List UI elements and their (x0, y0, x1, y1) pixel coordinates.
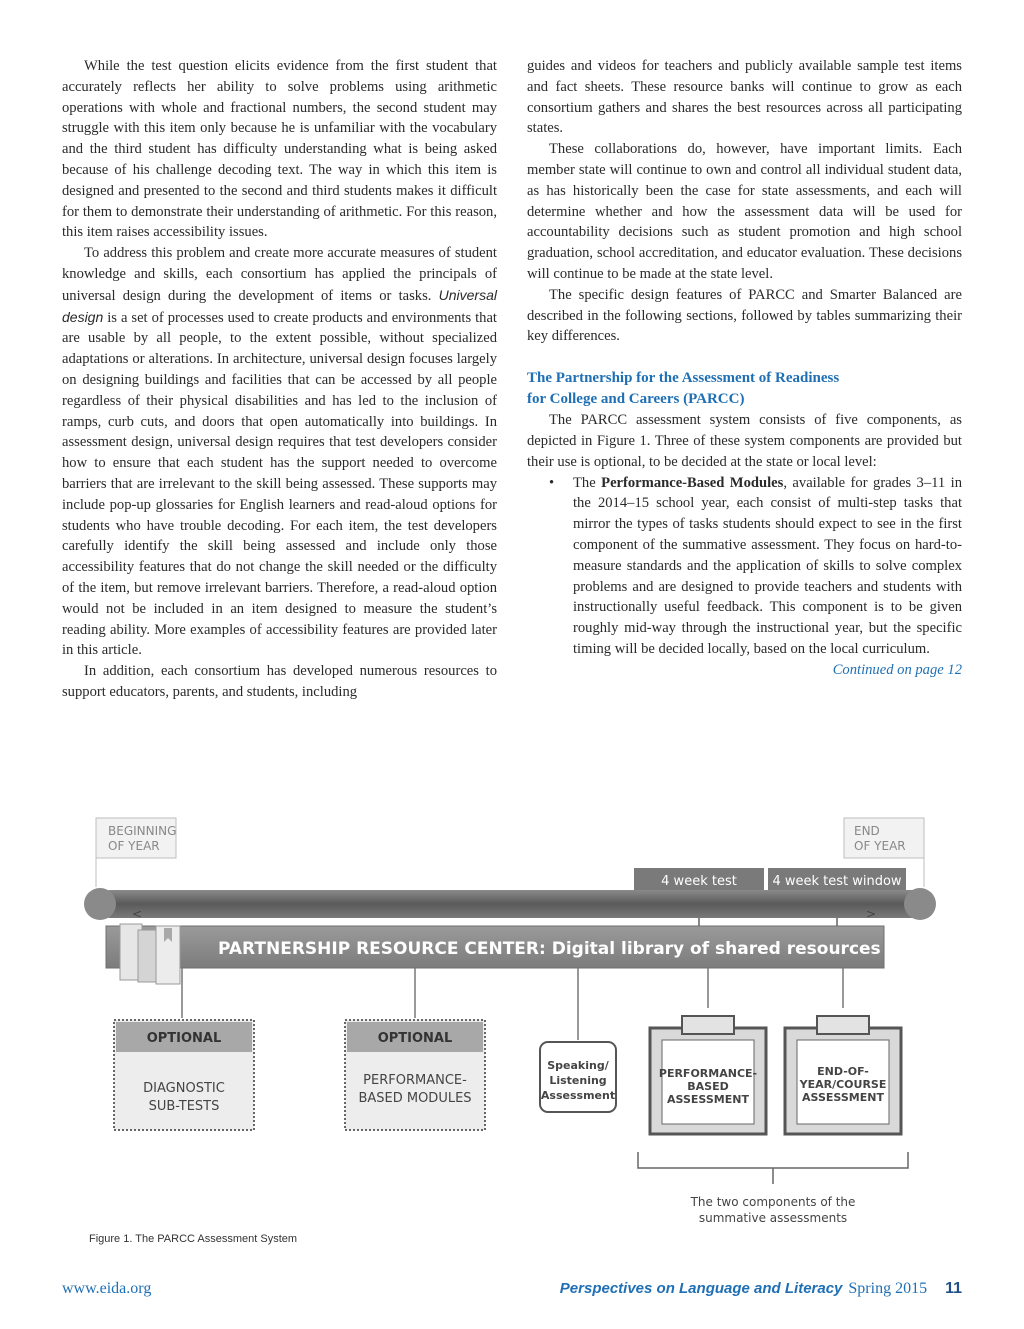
summative-bracket (638, 1152, 908, 1168)
box-label-line1: END-OF- (817, 1065, 869, 1078)
footer-website[interactable]: www.eida.org (62, 1280, 152, 1297)
right-arrow-icon: > (866, 907, 877, 921)
beginning-label-line2: OF YEAR (108, 839, 160, 853)
timeline-start-cap (84, 888, 116, 920)
box-label-line1: PERFORMANCE- (658, 1067, 758, 1080)
figure-caption: Figure 1. The PARCC Assessment System (89, 1233, 298, 1245)
bullet-marker: • (549, 474, 555, 491)
left-column (62, 56, 497, 703)
parcc-diagram (82, 812, 942, 1232)
four-week-test-label: 4 week test (661, 874, 737, 889)
box-label-line1: Speaking/ (547, 1059, 609, 1072)
paragraph-universal-design (62, 243, 497, 661)
books-icon (120, 924, 180, 984)
box-label-line1: PERFORMANCE- (363, 1073, 467, 1088)
performance-based-modules-box (345, 1020, 485, 1130)
paragraph: The PARCC assessment system consists of five components, as depicted in Figure 1. Three of these system components are provided but their use is optional, to be decided at the state or local level: (527, 412, 962, 470)
diagnostic-subtests-box (114, 1020, 254, 1130)
bracket-label-line1: The two components of the (690, 1195, 856, 1209)
heading-line: The Partnership for the Assessment of Readiness (527, 370, 840, 387)
resource-center-label: PARTNERSHIP RESOURCE CENTER: Digital library of shared resources (218, 939, 881, 959)
box-label-line2: SUB-TESTS (148, 1099, 220, 1114)
box-label-line3: ASSESSMENT (667, 1093, 749, 1106)
box-label-line1: DIAGNOSTIC (143, 1081, 225, 1096)
section-heading (527, 368, 962, 410)
beginning-label-line1: BEGINNING (108, 824, 177, 838)
text-run: is a set of processes used to create products and environments that are usable by all people, to the extent possible, without specialized adaptations or alterations. In architecture, universal design focuses largely on designing buildings and facilities that can be accessed by all people regardless of their physical disabilities and has led to the inclusion of ramps, curb cuts, and doors that open automatically into buildings. In assessment design, universal design requires that test developers consider how to ensure that each student has the support needed to overcome barriers that are irrelevant to the skill being assessed. These supports may include pop-up glossaries for English learners and read-aloud options for students who have trouble decoding. For each item, the test developers carefully identify the skill being assessed and include only those accessibility features that do not change the skill needed or the difficulty of the item, but remove irrelevant barriers. Therefore, a read-aloud option would not be included in an item designed to measure the student’s reading ability. More examples of accessibility features are provided later in this article. (62, 309, 497, 659)
text-run: The (573, 474, 602, 491)
performance-based-assessment-box (650, 1016, 766, 1134)
timeline-bar (96, 890, 930, 918)
page-number: 11 (945, 1280, 962, 1297)
box-label-line2: BASED MODULES (358, 1091, 472, 1106)
paragraph: These collaborations do, however, have important limits. Each member state will continue to own and control all individual student data, as has historically been the case for state assessments, and each will determine whether and how the assessment data will be used for accountability decisions such as student promotion and high school graduation, school accreditation, and educator evaluation. These decisions will continue to be made at the state level. (527, 141, 962, 282)
bullet-item (527, 473, 962, 660)
bracket-label-line2: summative assessments (698, 1211, 848, 1225)
text-run: To address this problem and create more accurate measures of student knowledge and skills, each consortium has applied the principals of universal design during the development of items or tasks. (62, 245, 497, 304)
text-run: , available for grades 3–11 in the 2014–15 school year, each consist of multi-step tasks that mirror the types of tasks students should expect to see in the first component of the summative assessment. They focus on hard-to-measure standards and the application of skills to solve complex problems and are designed to provide teachers and students with instructionally useful feedback. This component is to be given roughly mid-way through the instructional year, but the specific timing will be decided locally, based on the local curriculum. (573, 474, 963, 657)
journal-title: Perspectives on Language and Literacy (559, 1280, 843, 1297)
paragraph: guides and videos for teachers and publicly available sample test items and fact sheets. These resource banks will continue to grow as each consortium gathers and shares the best resources across all participating states. (527, 58, 962, 137)
box-label-line3: ASSESSMENT (802, 1091, 884, 1104)
end-label-line1: END (854, 824, 880, 838)
heading-line: for College and Careers (PARCC) (527, 391, 745, 408)
issue-season: Spring 2015 (848, 1280, 928, 1297)
continued-link[interactable]: Continued on page 12 (832, 661, 962, 678)
left-arrow-icon: < (132, 907, 143, 921)
parcc-figure (82, 812, 942, 1232)
optional-tag: OPTIONAL (377, 1031, 453, 1046)
footer-publication (560, 1280, 962, 1298)
emphasis-term: Universal design (62, 286, 497, 325)
end-of-year-course-assessment-box (785, 1016, 901, 1134)
optional-tag: OPTIONAL (146, 1031, 222, 1046)
box-label-line2: BASED (687, 1080, 729, 1093)
box-label-line2: YEAR/COURSE (799, 1078, 887, 1091)
paragraph: While the test question elicits evidence from the first student that accurately reflects her ability to solve problems using arithmetic operations with whole and fractional numbers, the second student may struggle with this item only because he is unfamiliar with the vocabulary and the third student has difficulty understanding what is being asked because of his challenge decoding text. The way in which this item is designed and presented to the second and third students makes it difficult for them to demonstrate their understanding of arithmetic. For this reason, this item raises accessibility issues. (62, 58, 497, 241)
bold-term: Performance-Based Modules (601, 474, 784, 491)
end-label-line2: OF YEAR (854, 839, 906, 853)
box-label-line2: Listening (549, 1074, 607, 1087)
four-week-test-window-label: 4 week test window (772, 874, 902, 889)
timeline-end-cap (904, 888, 936, 920)
paragraph: In addition, each consortium has developed numerous resources to support educators, parents, and students, including (62, 663, 497, 700)
beginning-of-year-tag (96, 818, 176, 887)
right-column (527, 56, 962, 681)
box-label-line3: Assessment (540, 1089, 616, 1102)
speaking-listening-box (540, 1042, 616, 1112)
paragraph: The specific design features of PARCC and Smarter Balanced are described in the following sections, followed by tables summarizing their key differences. (527, 286, 962, 345)
